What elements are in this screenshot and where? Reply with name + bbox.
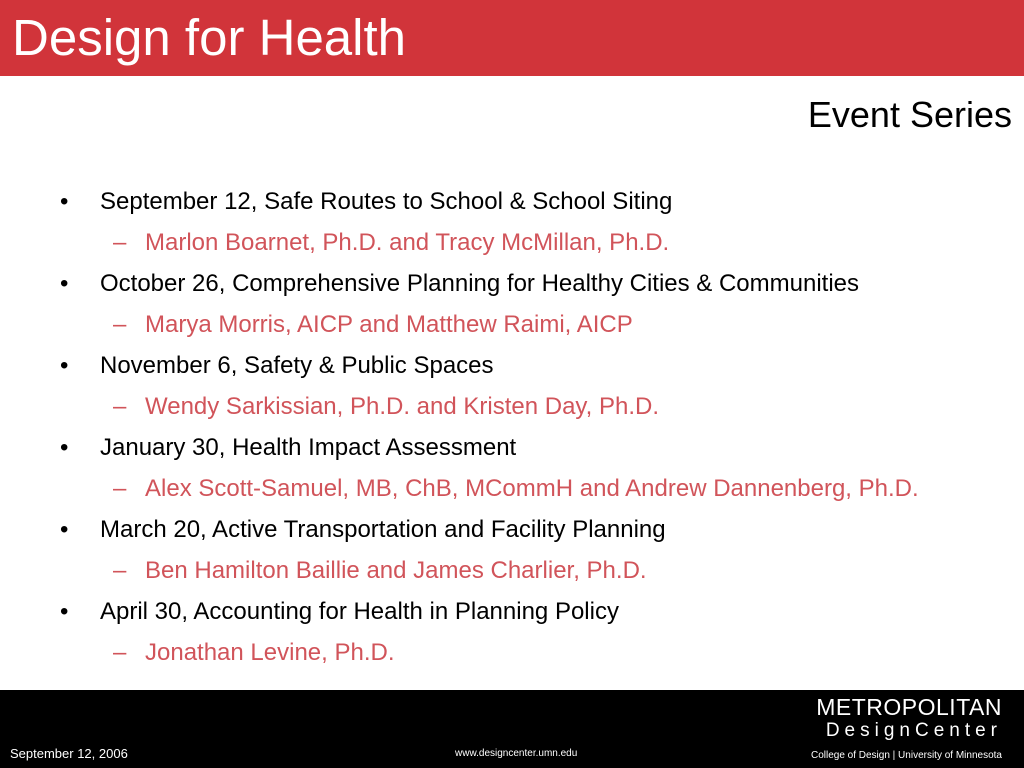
event-item [60, 345, 1024, 427]
event-title: January 30, Health Impact Assessment [100, 434, 517, 461]
speaker-line [60, 304, 1024, 345]
event-line [60, 181, 1024, 222]
event-line [60, 509, 1024, 550]
event-speakers: Alex Scott-Samuel, MB, ChB, MCommH and Andrew Dannenberg, Ph.D. [145, 475, 919, 502]
event-speakers: Marya Morris, AICP and Matthew Raimi, AICP [145, 311, 633, 338]
event-list [60, 181, 1024, 673]
event-speakers: Wendy Sarkissian, Ph.D. and Kristen Day, Ph.D. [145, 393, 659, 420]
brand-logo-line1: METROPOLITAN [816, 694, 1002, 720]
event-item [60, 181, 1024, 263]
event-line [60, 345, 1024, 386]
speaker-line [60, 222, 1024, 263]
event-title: September 12, Safe Routes to School & School Siting [100, 188, 673, 215]
bullet-icon: • [60, 352, 69, 379]
speaker-line [60, 386, 1024, 427]
event-title: October 26, Comprehensive Planning for Healthy Cities & Communities [100, 270, 860, 297]
event-line [60, 263, 1024, 304]
speaker-line [60, 550, 1024, 591]
dash-icon: – [113, 311, 127, 338]
dash-icon: – [113, 475, 127, 502]
bullet-icon: • [60, 434, 69, 461]
dash-icon: – [113, 639, 127, 666]
event-item [60, 591, 1024, 673]
footer-date: September 12, 2006 [10, 746, 128, 761]
slide-subtitle: Event Series [807, 94, 1012, 135]
event-speakers: Jonathan Levine, Ph.D. [145, 639, 395, 666]
event-title: March 20, Active Transportation and Facility Planning [100, 516, 666, 543]
slide-title: Design for Health [12, 9, 407, 66]
dash-icon: – [113, 557, 127, 584]
footer-url: www.designcenter.umn.edu [455, 748, 578, 759]
event-item [60, 263, 1024, 345]
event-line [60, 427, 1024, 468]
brand-tagline: College of Design | University of Minnesota [810, 750, 1002, 761]
speaker-line [60, 468, 1024, 509]
bullet-icon: • [60, 270, 69, 297]
event-speakers: Ben Hamilton Baillie and James Charlier, Ph.D. [145, 557, 647, 584]
brand-logo-line2: DesignCenter [825, 720, 1002, 741]
dash-icon: – [113, 229, 127, 256]
dash-icon: – [113, 393, 127, 420]
footer-bar [0, 690, 1024, 768]
bullet-icon: • [60, 516, 69, 543]
title-bar [0, 0, 1024, 76]
event-item [60, 509, 1024, 591]
event-title: April 30, Accounting for Health in Planning Policy [100, 598, 619, 625]
event-line [60, 591, 1024, 632]
event-item [60, 427, 1024, 509]
speaker-line [60, 632, 1024, 673]
bullet-icon: • [60, 188, 69, 215]
event-title: November 6, Safety & Public Spaces [100, 352, 494, 379]
event-speakers: Marlon Boarnet, Ph.D. and Tracy McMillan, Ph.D. [145, 229, 670, 256]
bullet-icon: • [60, 598, 69, 625]
